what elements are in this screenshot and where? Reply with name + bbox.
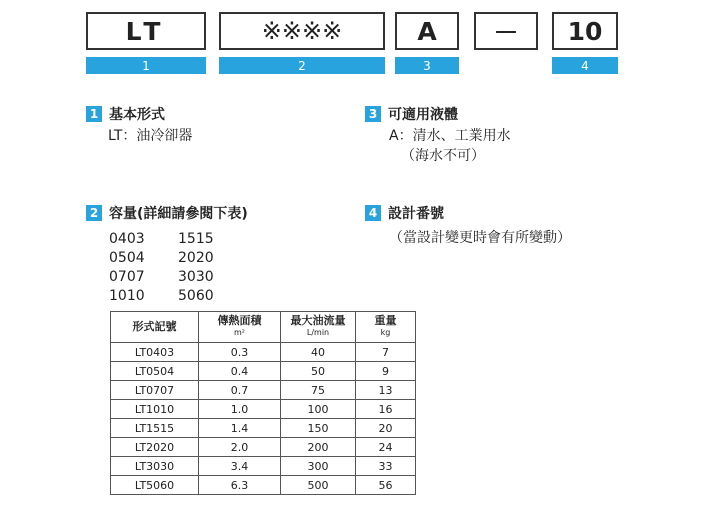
section-number-badge: 4 — [365, 205, 381, 221]
section-title: 基本形式 — [109, 107, 165, 123]
code-label-4: 4 — [552, 57, 618, 74]
table-header-row — [111, 312, 416, 343]
cell-model: LT0504 — [111, 362, 199, 381]
code-label-2: 2 — [219, 57, 385, 74]
cell-model: LT1515 — [111, 419, 199, 438]
section-title: 可適用液體 — [388, 107, 458, 123]
code-label-1: 1 — [86, 57, 206, 74]
cell-area: 3.4 — [199, 457, 281, 476]
cell-weight: 9 — [356, 362, 416, 381]
cell-weight: 16 — [356, 400, 416, 419]
cell-model: LT2020 — [111, 438, 199, 457]
table-row — [111, 476, 416, 495]
spec-table — [110, 311, 416, 495]
cell-flow: 150 — [281, 419, 356, 438]
cell-area: 1.4 — [199, 419, 281, 438]
cell-weight: 7 — [356, 343, 416, 362]
cell-area: 1.0 — [199, 400, 281, 419]
section-number-badge: 1 — [86, 106, 102, 122]
cell-flow: 500 — [281, 476, 356, 495]
cell-flow: 40 — [281, 343, 356, 362]
list-item: 0403 1515 — [109, 231, 214, 247]
cell-area: 0.3 — [199, 343, 281, 362]
column-header-flow: 最大油流量 L/min — [281, 312, 356, 343]
section-basic-type — [86, 105, 192, 146]
table-row — [111, 381, 416, 400]
section-line: （當設計變更時會有所變動） — [389, 230, 571, 246]
column-header-area: 傳熱面積 m² — [199, 312, 281, 343]
table-row — [111, 343, 416, 362]
code-box-capacity: ※※※※ — [219, 12, 385, 50]
section-title: 設計番號 — [388, 206, 444, 222]
section-fluid — [365, 105, 511, 166]
table-row — [111, 419, 416, 438]
code-box-dash: － — [474, 12, 538, 50]
section-line: （海水不可） — [401, 148, 485, 164]
cell-weight: 56 — [356, 476, 416, 495]
code-box-fluid: A — [395, 12, 459, 50]
code-box-series: LT — [86, 12, 206, 50]
table-body — [111, 343, 416, 495]
cell-weight: 13 — [356, 381, 416, 400]
section-number-badge: 2 — [86, 205, 102, 221]
table-row — [111, 457, 416, 476]
table-row — [111, 362, 416, 381]
column-header-weight: 重量 kg — [356, 312, 416, 343]
cell-weight: 33 — [356, 457, 416, 476]
section-capacity — [86, 204, 248, 222]
section-line: A：清水、工業用水 — [389, 128, 511, 144]
cell-flow: 300 — [281, 457, 356, 476]
cell-weight: 20 — [356, 419, 416, 438]
code-label-3: 3 — [395, 57, 459, 74]
cell-area: 2.0 — [199, 438, 281, 457]
cell-area: 0.7 — [199, 381, 281, 400]
list-item: 1010 5060 — [109, 288, 214, 304]
cell-area: 0.4 — [199, 362, 281, 381]
code-box-design: 10 — [552, 12, 618, 50]
cell-weight: 24 — [356, 438, 416, 457]
section-number-badge: 3 — [365, 106, 381, 122]
cell-model: LT1010 — [111, 400, 199, 419]
cell-model: LT0403 — [111, 343, 199, 362]
cell-flow: 50 — [281, 362, 356, 381]
cell-flow: 100 — [281, 400, 356, 419]
table-row — [111, 438, 416, 457]
cell-flow: 200 — [281, 438, 356, 457]
list-item: 0504 2020 — [109, 250, 214, 266]
column-header-model: 形式記號 — [111, 312, 199, 343]
cell-flow: 75 — [281, 381, 356, 400]
cell-model: LT3030 — [111, 457, 199, 476]
list-item: 0707 3030 — [109, 269, 214, 285]
cell-model: LT0707 — [111, 381, 199, 400]
section-title: 容量(詳細請參閱下表) — [109, 206, 248, 222]
cell-model: LT5060 — [111, 476, 199, 495]
section-line: LT：油冷卻器 — [108, 128, 193, 144]
table-row — [111, 400, 416, 419]
capacity-code-list — [109, 230, 214, 306]
section-design-number — [365, 204, 571, 248]
cell-area: 6.3 — [199, 476, 281, 495]
